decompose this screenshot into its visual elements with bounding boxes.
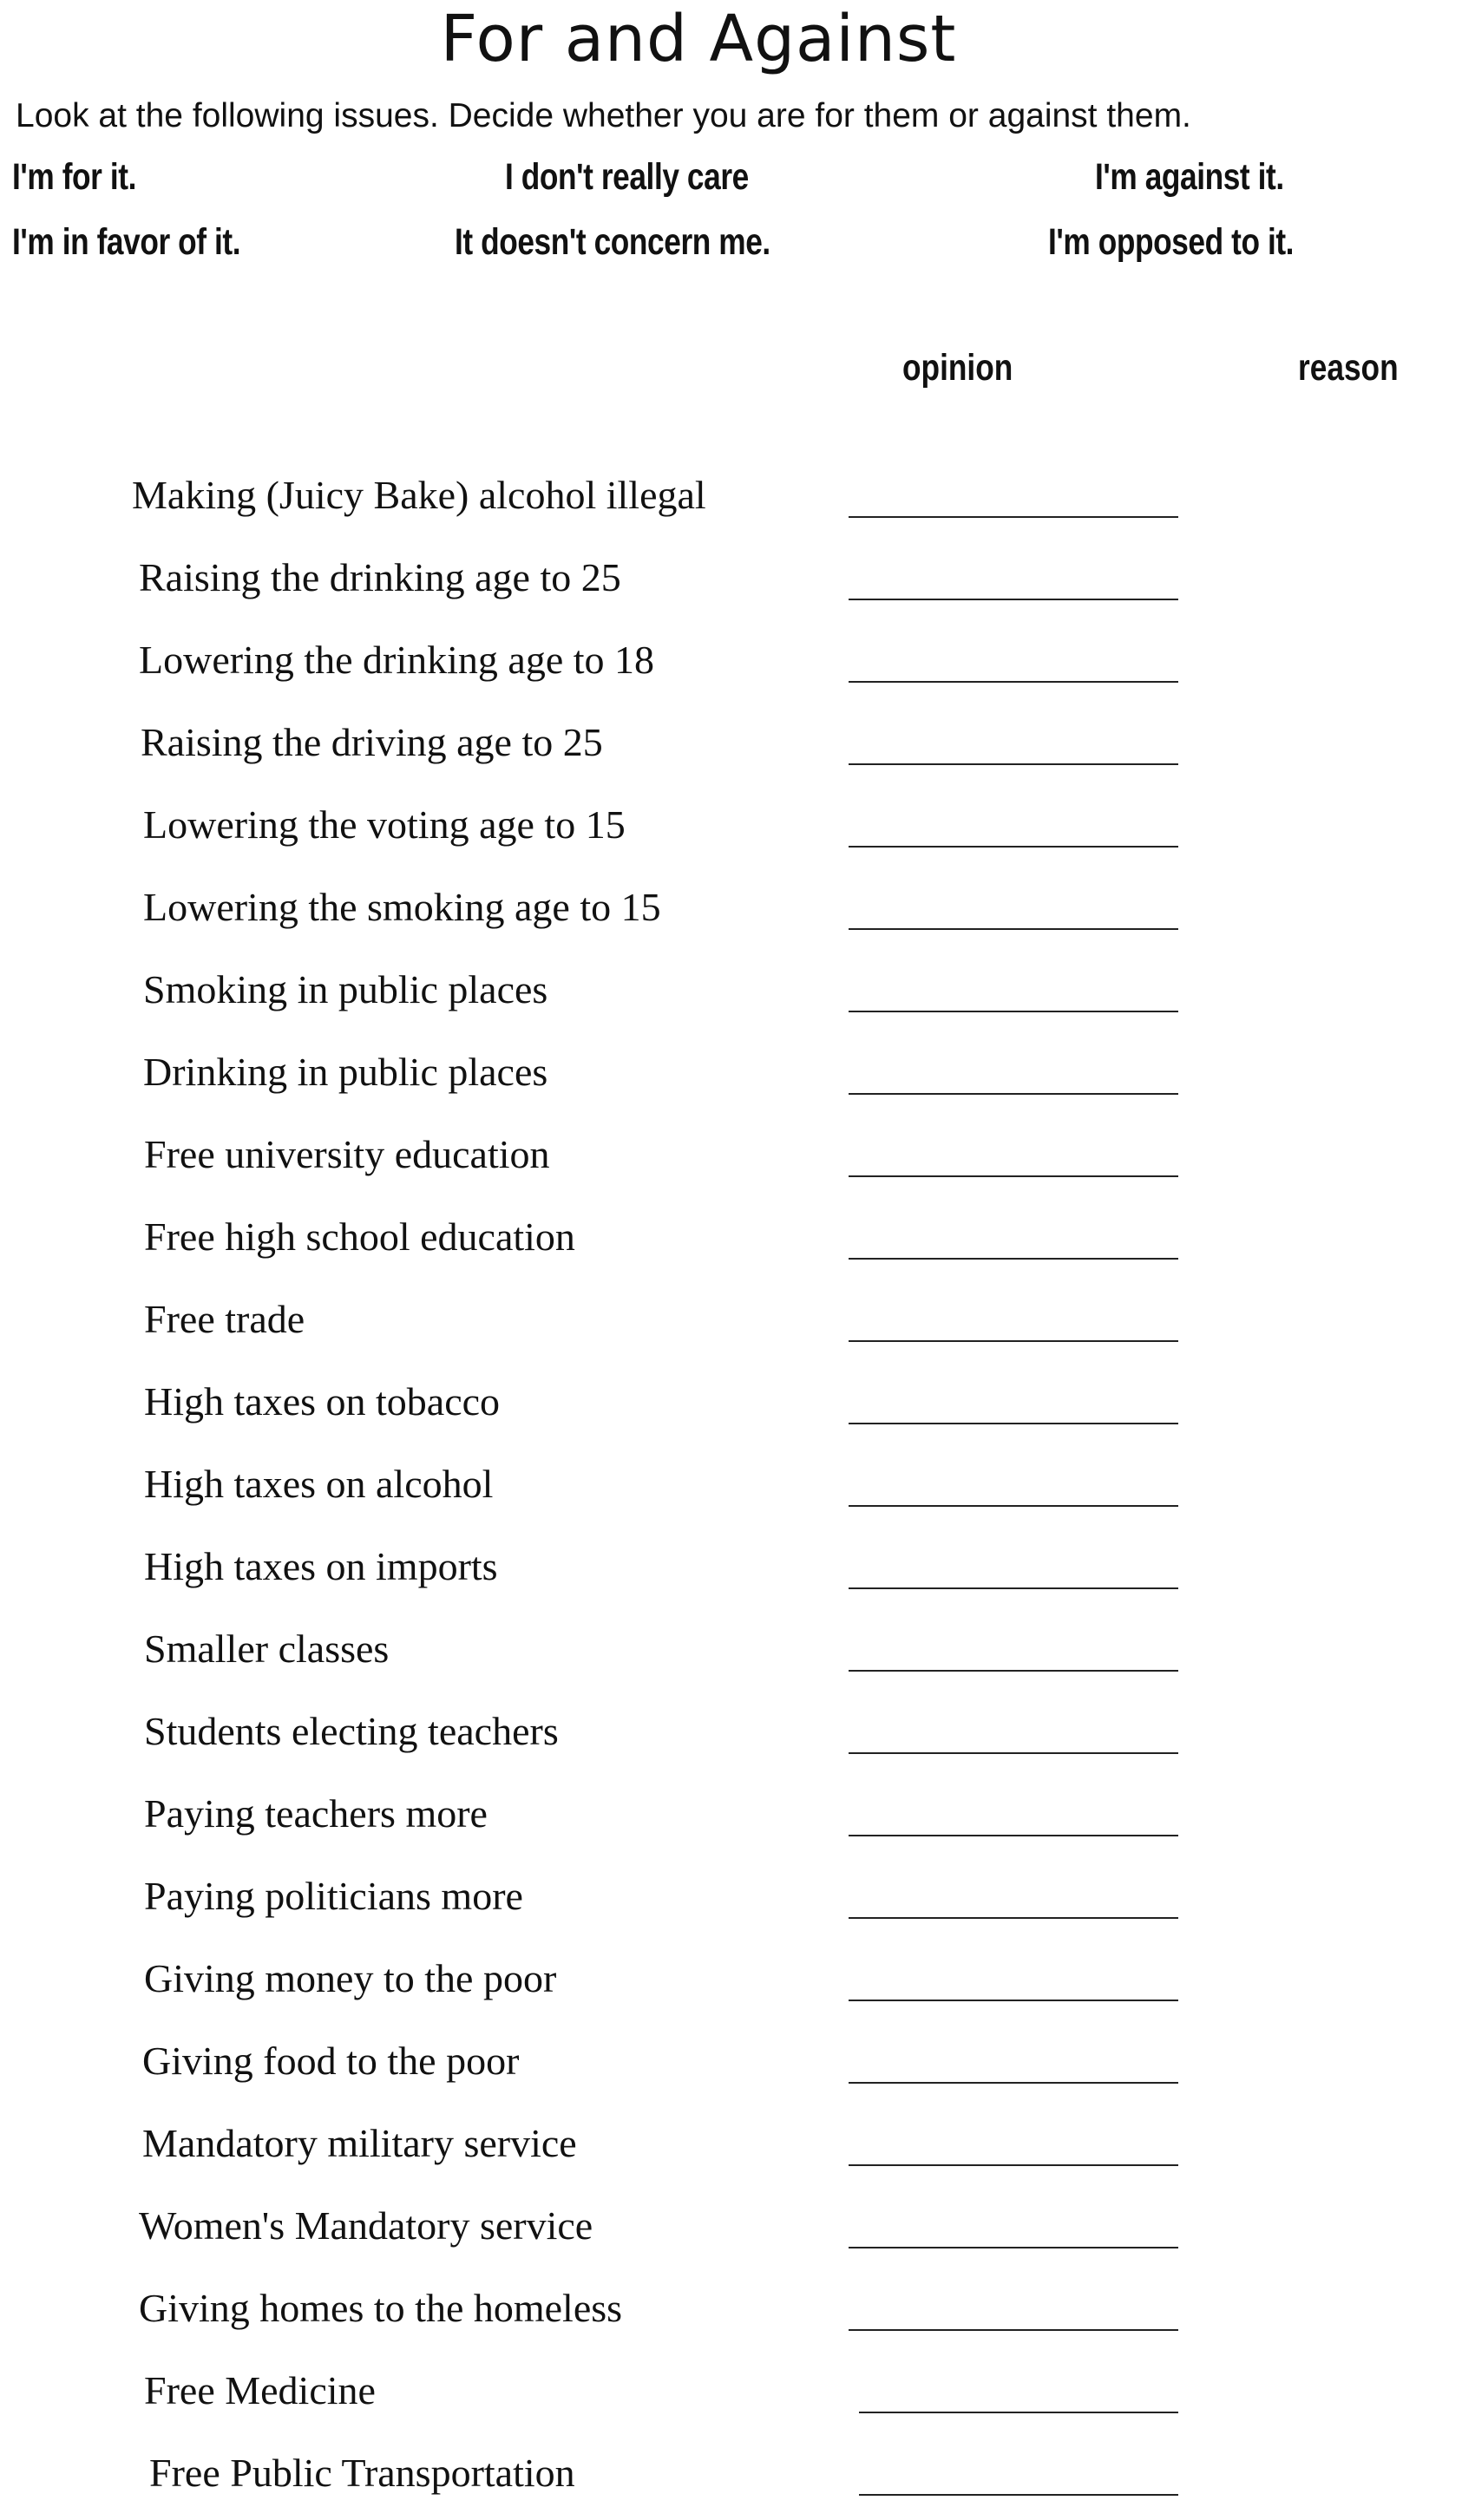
issue-label: Mandatory military service xyxy=(142,2121,577,2165)
issue-row xyxy=(0,1791,1462,1861)
opinion-answer-line[interactable] xyxy=(849,1670,1178,1672)
issue-label: Paying politicians more xyxy=(144,1874,523,1918)
issue-label: Giving homes to the homeless xyxy=(139,2286,623,2330)
instructions: Look at the following issues. Decide whether you are for them or against them. xyxy=(16,97,1191,134)
issue-row xyxy=(0,2286,1462,2355)
issue-label: High taxes on tobacco xyxy=(144,1379,501,1424)
phrase-against-2: I'm opposed to it. xyxy=(1048,221,1295,263)
phrase-neutral-2: It doesn't concern me. xyxy=(455,221,770,263)
phrase-for-2: I'm in favor of it. xyxy=(12,221,241,263)
issue-row xyxy=(0,967,1462,1037)
opinion-answer-line[interactable] xyxy=(849,1011,1178,1012)
issue-label: Students electing teachers xyxy=(144,1709,559,1753)
opinion-answer-line[interactable] xyxy=(849,1505,1178,1507)
issue-label: Free trade xyxy=(144,1297,305,1341)
opinion-answer-line[interactable] xyxy=(849,1340,1178,1342)
issue-row xyxy=(0,2368,1462,2438)
opinion-answer-line[interactable] xyxy=(849,846,1178,848)
issue-row xyxy=(0,2039,1462,2108)
issue-label: Smaller classes xyxy=(144,1627,390,1671)
issue-label: Women's Mandatory service xyxy=(139,2203,593,2248)
opinion-answer-line[interactable] xyxy=(849,1258,1178,1260)
issue-label: Free high school education xyxy=(144,1214,575,1259)
opinion-answer-line[interactable] xyxy=(859,2494,1178,2496)
issue-row xyxy=(0,1050,1462,1119)
opinion-answer-line[interactable] xyxy=(849,763,1178,765)
opinion-answer-line[interactable] xyxy=(849,2329,1178,2331)
issue-row xyxy=(0,885,1462,954)
issue-row xyxy=(0,1132,1462,1201)
issue-label: High taxes on alcohol xyxy=(144,1462,494,1506)
issue-row xyxy=(0,2121,1462,2190)
issue-row xyxy=(0,1874,1462,1943)
opinion-answer-line[interactable] xyxy=(849,1093,1178,1095)
issue-row xyxy=(0,1709,1462,1778)
column-header-reason: reason xyxy=(1298,347,1399,389)
phrase-for-1: I'm for it. xyxy=(12,156,136,198)
issue-row xyxy=(0,1627,1462,1696)
issue-row xyxy=(0,2451,1462,2520)
issue-label: Paying teachers more xyxy=(144,1791,488,1836)
opinion-answer-line[interactable] xyxy=(849,2000,1178,2001)
issue-row xyxy=(0,720,1462,789)
issue-row xyxy=(0,555,1462,625)
issue-label: Free Medicine xyxy=(144,2368,376,2412)
issue-row xyxy=(0,2203,1462,2273)
issue-row xyxy=(0,1297,1462,1366)
opinion-answer-line[interactable] xyxy=(849,2247,1178,2248)
issue-row xyxy=(0,638,1462,707)
issue-label: High taxes on imports xyxy=(144,1544,498,1588)
opinion-answer-line[interactable] xyxy=(849,2082,1178,2084)
issue-row xyxy=(0,1462,1462,1531)
issue-label: Making (Juicy Bake) alcohol illegal xyxy=(132,473,706,517)
issue-row xyxy=(0,1956,1462,2026)
opinion-answer-line[interactable] xyxy=(849,2164,1178,2166)
issue-label: Raising the drinking age to 25 xyxy=(139,555,621,599)
issue-label: Smoking in public places xyxy=(143,967,548,1011)
opinion-answer-line[interactable] xyxy=(859,2412,1178,2413)
opinion-answer-line[interactable] xyxy=(849,1175,1178,1177)
issue-row xyxy=(0,802,1462,872)
phrase-against-1: I'm against it. xyxy=(1095,156,1284,198)
opinion-answer-line[interactable] xyxy=(849,1423,1178,1424)
issue-row xyxy=(0,1214,1462,1284)
column-header-opinion: opinion xyxy=(902,347,1013,389)
issue-label: Lowering the drinking age to 18 xyxy=(139,638,655,682)
issue-row xyxy=(0,1379,1462,1449)
opinion-answer-line[interactable] xyxy=(849,928,1178,930)
issue-row xyxy=(0,473,1462,542)
opinion-answer-line[interactable] xyxy=(849,1917,1178,1919)
issue-label: Free Public Transportation xyxy=(149,2451,575,2495)
issue-label: Free university education xyxy=(144,1132,550,1176)
phrase-neutral-1: I don't really care xyxy=(505,156,749,198)
page-title: For and Against xyxy=(440,2,957,76)
opinion-answer-line[interactable] xyxy=(849,681,1178,683)
issue-label: Drinking in public places xyxy=(143,1050,548,1094)
issue-label: Giving food to the poor xyxy=(142,2039,520,2083)
opinion-answer-line[interactable] xyxy=(849,516,1178,518)
issue-label: Lowering the smoking age to 15 xyxy=(143,885,661,929)
opinion-answer-line[interactable] xyxy=(849,1587,1178,1589)
opinion-answer-line[interactable] xyxy=(849,1835,1178,1836)
issue-label: Giving money to the poor xyxy=(144,1956,557,2000)
issue-label: Raising the driving age to 25 xyxy=(141,720,603,764)
issue-row xyxy=(0,1544,1462,1613)
opinion-answer-line[interactable] xyxy=(849,599,1178,600)
issue-label: Lowering the voting age to 15 xyxy=(143,802,626,847)
opinion-answer-line[interactable] xyxy=(849,1752,1178,1754)
